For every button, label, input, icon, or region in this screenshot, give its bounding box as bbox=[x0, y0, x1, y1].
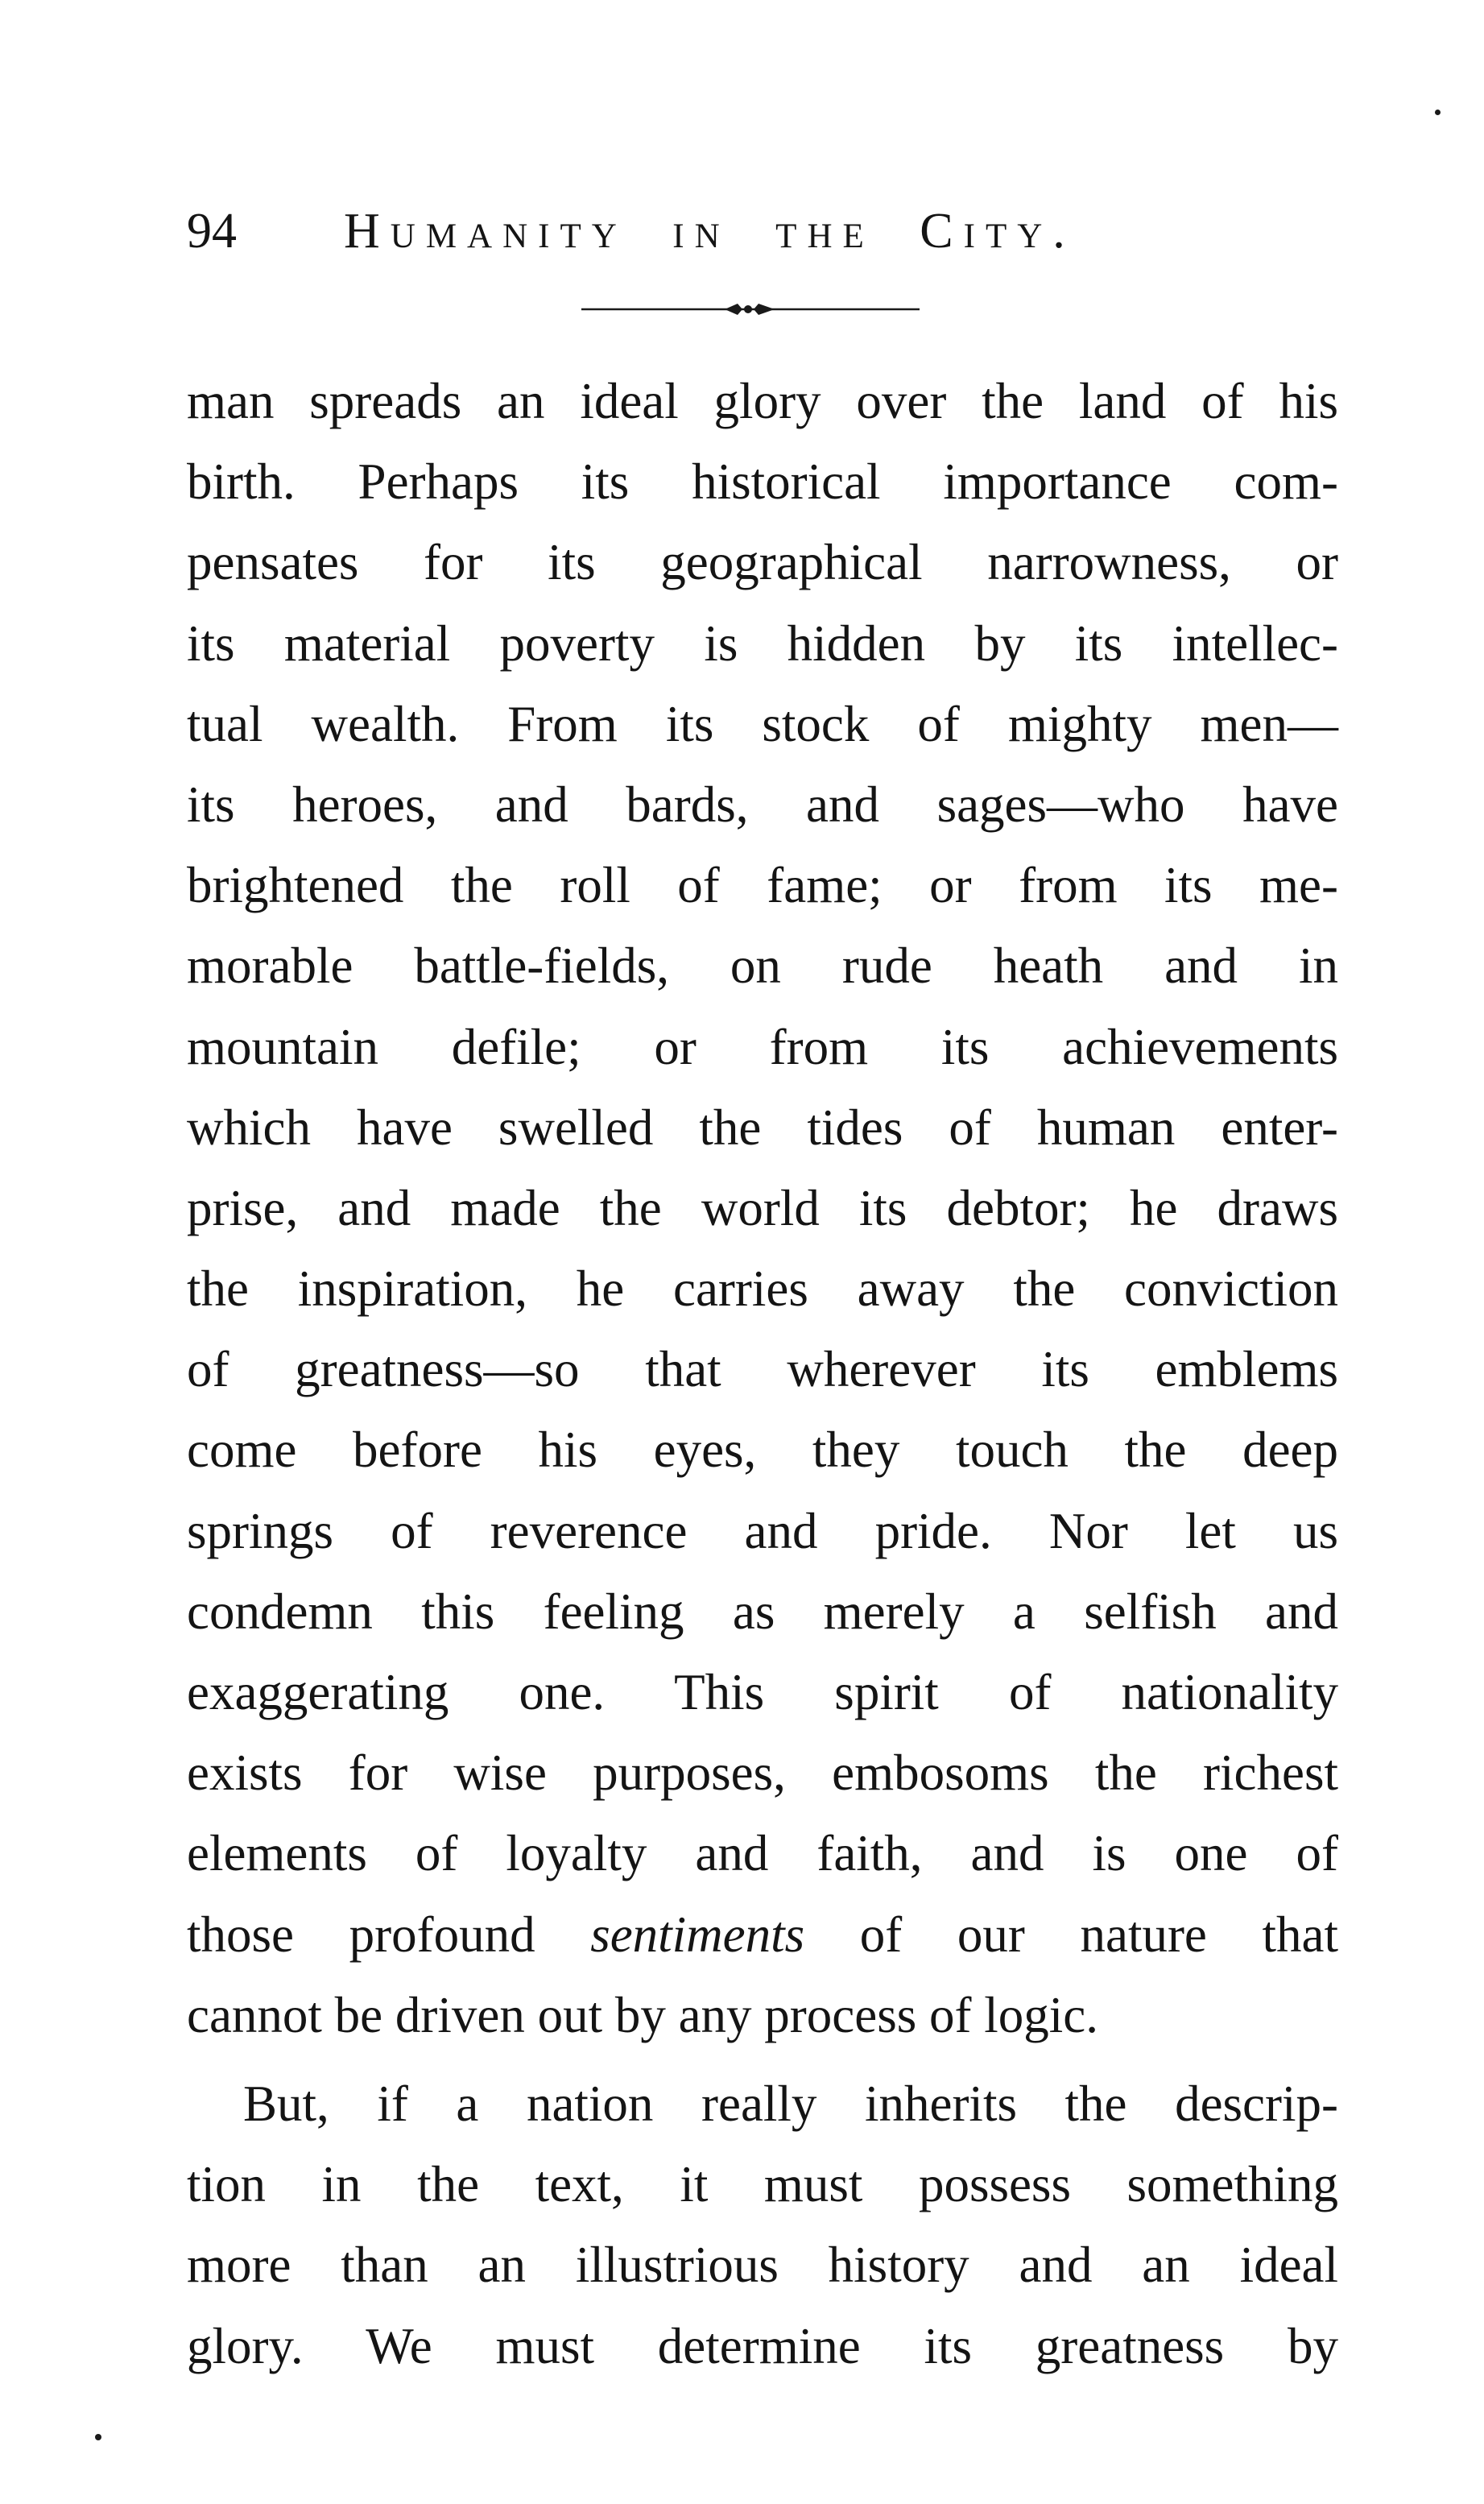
page-header bbox=[187, 195, 1362, 267]
page-number: 94 bbox=[187, 204, 237, 259]
italic-word: sentiments bbox=[590, 1906, 805, 1963]
text-line: exaggerating one. This spirit of nationality bbox=[187, 1664, 1338, 1720]
text-line: of greatness—so that wherever its emblems bbox=[187, 1341, 1338, 1398]
running-title: Humanity in the City. bbox=[344, 204, 1076, 259]
text-line: come before his eyes, they touch the deep bbox=[187, 1422, 1338, 1479]
text-line: the inspiration, he carries away the conviction bbox=[187, 1260, 1338, 1318]
text-line: exists for wise purposes, embosoms the richest bbox=[187, 1745, 1338, 1802]
print-speck bbox=[95, 2434, 101, 2440]
body-text bbox=[187, 361, 1338, 2386]
text-line: prise, and made the world its debtor; he draws bbox=[187, 1179, 1338, 1236]
text-line: its heroes, and bards, and sages—who have bbox=[187, 776, 1338, 833]
header-rule-ornament bbox=[581, 296, 920, 321]
text-line: cannot be driven out by any process of logic. bbox=[187, 1986, 1098, 2043]
text-line: pensates for its geographical narrowness, or bbox=[187, 534, 1338, 591]
text-line: man spreads an ideal glory over the land of his bbox=[187, 373, 1338, 429]
text-segment: of our nature that bbox=[804, 1906, 1338, 1963]
text-line: condemn this feeling as merely a selfish and bbox=[187, 1583, 1338, 1640]
paragraph-gap bbox=[187, 2055, 1338, 2063]
text-line: glory. We must determine its greatness by bbox=[187, 2317, 1338, 2374]
text-line: its material poverty is hidden by its intellec- bbox=[187, 615, 1338, 672]
text-segment: those profound bbox=[187, 1906, 591, 1963]
text-line: which have swelled the tides of human enter- bbox=[187, 1099, 1338, 1156]
text-line bbox=[187, 1894, 1338, 1975]
text-line: springs of reverence and pride. Nor let us bbox=[187, 1502, 1338, 1559]
print-speck bbox=[1435, 110, 1441, 115]
text-line: brightened the roll of fame; or from its me- bbox=[187, 857, 1338, 914]
text-line: mountain defile; or from its achievements bbox=[187, 1018, 1338, 1075]
text-line: tual wealth. From its stock of mighty men— bbox=[187, 695, 1338, 752]
text-line: elements of loyalty and faith, and is one of bbox=[187, 1825, 1338, 1882]
text-line: birth. Perhaps its historical importance com- bbox=[187, 453, 1338, 511]
text-line: more than an illustrious history and an ideal bbox=[187, 2237, 1338, 2294]
text-line: tion in the text, it must possess something bbox=[187, 2156, 1338, 2213]
text-line: But, if a nation really inherits the descrip- bbox=[243, 2075, 1338, 2132]
text-line: morable battle-fields, on rude heath and in bbox=[187, 937, 1338, 995]
